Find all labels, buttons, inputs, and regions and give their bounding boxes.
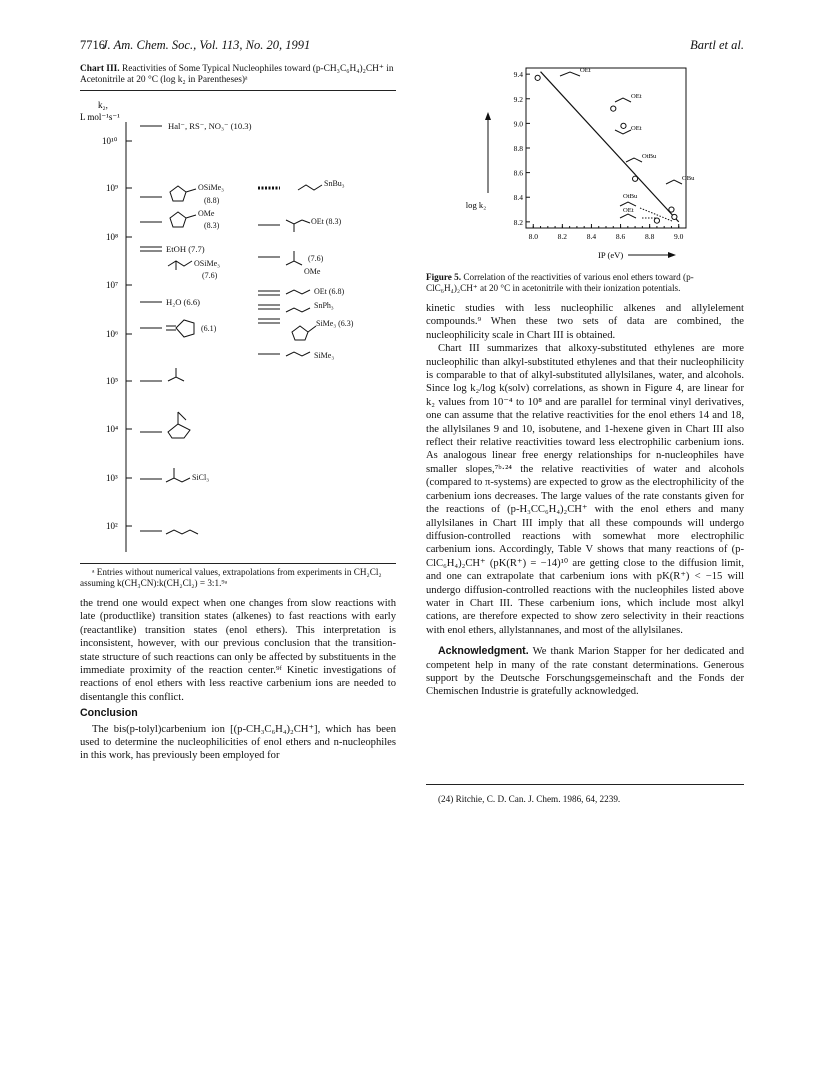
journal-citation: J. Am. Chem. Soc., Vol. 113, No. 20, 1991 xyxy=(102,38,311,52)
x-tick-label: 8.0 xyxy=(528,232,538,241)
y-tick-label: 9.4 xyxy=(513,70,523,80)
fit-line-group xyxy=(541,72,679,222)
entry-snbu3: SnBu₃ xyxy=(324,179,345,188)
y-axis-label: log k₂ xyxy=(465,200,487,210)
point-label: OEt xyxy=(623,207,634,214)
data-point xyxy=(621,123,626,128)
structure-icon xyxy=(620,214,636,218)
enol-ether-skeleton xyxy=(286,261,302,265)
y-axis-arrowhead xyxy=(485,112,491,120)
x-tick-label: 8.6 xyxy=(615,232,626,241)
tick-label: 10⁸ xyxy=(106,232,119,242)
entry-value: (8.8) xyxy=(204,196,220,205)
tick-label: 10⁹ xyxy=(106,183,119,193)
point-label: OBu xyxy=(682,175,695,182)
enol-ether-skeleton xyxy=(286,220,302,224)
axis-label-k2: k₂, xyxy=(98,100,108,110)
entry-halides: Hal⁻, RS⁻, NO₃⁻ (10.3) xyxy=(168,121,252,131)
point-label: OEt xyxy=(631,125,642,132)
cyclopentenyl-ring xyxy=(292,326,308,340)
y-tick-label: 8.4 xyxy=(513,193,523,203)
figure5-label: Figure 5. xyxy=(426,272,462,282)
fit-line xyxy=(541,72,679,222)
entry-ome: OMe xyxy=(198,209,215,218)
chart3-top-rule xyxy=(80,90,396,91)
vinyl-ether-skeleton xyxy=(286,290,310,294)
chart3-caption-text: Reactivities of Some Typical Nucleophiles toward (p-CH₃C₆H₄)₂CH⁺ in Acetonitrile at 20 °C (log k₂ in Parentheses)ᵃ xyxy=(80,64,394,85)
right-column xyxy=(426,302,744,699)
structure-icon xyxy=(560,72,580,76)
data-point xyxy=(535,75,540,80)
y-tick-label: 9.0 xyxy=(513,119,523,129)
tick-label: 10¹⁰ xyxy=(102,136,118,146)
entry-oet: OEt (8.3) xyxy=(311,217,342,226)
point-label: OtBu xyxy=(623,193,638,200)
entry-value: (7.6) xyxy=(308,254,324,263)
entry-sime3: SiMe₃ xyxy=(314,351,335,360)
entry-value: (6.1) xyxy=(201,324,217,333)
entry-sime3: SiMe₃ (6.3) xyxy=(316,319,354,328)
axis-ticks xyxy=(514,70,684,241)
cyclopentene-ring xyxy=(170,186,186,201)
structure-icon xyxy=(615,130,631,134)
entry-oet: OEt (6.8) xyxy=(314,287,345,296)
point-label: OEt xyxy=(580,67,591,74)
left-column xyxy=(80,597,396,763)
tick-label: 10⁵ xyxy=(106,376,119,386)
entry-snph3: SnPh₃ xyxy=(314,301,334,310)
hexene-skeleton xyxy=(166,530,198,534)
point-label: OEt xyxy=(631,93,642,100)
data-point xyxy=(669,207,674,212)
axis-ticks xyxy=(102,136,132,531)
paragraph: kinetic studies with less nucleophilic alkenes and allylelement compounds.⁹ When these two sets of data are combined, the nucleophilicity scale in Chart III is obtained. xyxy=(426,303,744,341)
entry-etoh: EtOH (7.7) xyxy=(166,244,205,254)
point-label: OtBu xyxy=(642,153,657,160)
cyclopentene-ring xyxy=(170,212,186,227)
entry-value: (8.3) xyxy=(204,221,220,230)
y-tick-label: 9.2 xyxy=(513,94,523,104)
entry-ome: OMe xyxy=(304,267,321,276)
isobutenyl-skeleton xyxy=(168,261,192,266)
figure5-caption-text: Correlation of the reactivities of various enol ethers toward (p-ClC₆H₄)₂CH⁺ at 20 °C in acetonitrile with their ionization potentials. xyxy=(426,272,694,293)
structure-icon xyxy=(626,158,642,162)
entry-osime3: OSiMe₃ xyxy=(198,183,224,192)
entry-osime3: OSiMe₃ xyxy=(194,259,220,268)
allylstannane-skeleton xyxy=(286,308,310,312)
tick-label: 10⁶ xyxy=(106,329,119,339)
figure5-caption xyxy=(426,272,744,294)
methylenecyclopentane-ring xyxy=(176,320,194,337)
reference-24: (24) Ritchie, C. D. Can. J. Chem. 1986, 64, 2239. xyxy=(438,794,621,804)
tick-label: 10⁴ xyxy=(106,424,119,434)
allyl-skeleton xyxy=(166,478,190,482)
acknowledgment-heading: Acknowledgment. xyxy=(438,645,529,658)
data-point xyxy=(654,218,659,223)
tick-label: 10² xyxy=(106,521,118,531)
section-heading-conclusion: Conclusion xyxy=(80,707,138,720)
chart3-footnote: ᵃ Entries without numerical values, extrapolations from experiments in CH₂Cl₂ assuming k(CH₃CN):k(CH₂Cl₂) = 3:1.⁹ᵃ xyxy=(80,567,382,588)
structure-icon xyxy=(620,202,636,206)
x-axis-arrowhead xyxy=(668,252,676,258)
chart3-bottom-rule xyxy=(80,563,396,564)
x-tick-label: 9.0 xyxy=(674,232,684,241)
x-axis-label: IP (eV) xyxy=(598,250,624,260)
x-tick-label: 8.8 xyxy=(644,232,655,241)
data-point xyxy=(611,106,616,111)
structure-icon xyxy=(615,98,631,102)
y-tick-label: 8.6 xyxy=(513,168,523,178)
paragraph: The bis(p-tolyl)carbenium ion [(p-CH₃C₆H₄)₂CH⁺], which has been used to determine the nucleophilicities of enol ethers and n-nucleophiles in this work, has previously been employed for xyxy=(80,723,396,762)
y-tick-label: 8.8 xyxy=(513,144,523,153)
tick-label: 10³ xyxy=(106,473,118,483)
tick-label: 10⁷ xyxy=(106,280,119,290)
y-tick-label: 8.2 xyxy=(513,217,523,227)
axis-units: L mol⁻¹s⁻¹ xyxy=(80,112,120,122)
paragraph: the trend one would expect when one changes from slow reactions with late (productlike) transition states (alkenes) to fast reactions with early (reactantlike) transition states (enol ethers). This interpretation is inconsistent, however, with our previous conclusion that the transition-state structure of such reactions can only be affected by substituents in the immediate proximity of the reaction center.⁹ᶠ Kinetic investigations of reactions of enol ethers with less reactive carbenium ions are needed to disentangle this conflict. xyxy=(80,598,396,703)
structure-icon xyxy=(666,180,682,184)
chart3-label: Chart III. xyxy=(80,64,120,74)
point-label-group xyxy=(580,67,695,214)
entry-water: H₂O (6.6) xyxy=(166,297,201,307)
data-point xyxy=(672,214,677,219)
entry-sicl3: SiCl₃ xyxy=(192,473,210,482)
acknowledgment-paragraph xyxy=(426,645,744,699)
page-number: 7716 xyxy=(80,38,105,52)
isobutene-skeleton xyxy=(168,377,184,381)
point-structures xyxy=(560,72,682,221)
chart3-diagram xyxy=(80,94,400,564)
paragraph: Chart III summarizes that alkoxy-substituted ethylenes are more nucleophilic than alkyl-substituted ethylenes and that their nucleophilicity is comparable to that of alkyl-substituted allylsilanes, water, and alcohols. Since log k₂/log k(solv) correlations, as shown in Figure 4, are linear for k₂ values from 10⁻⁴ to 10⁸ and are parallel for terminal vinyl derivatives, one can assume that the relative reactivities for the enol ethers 14 and 18, the allylsilanes 9 and 10, isobutene, and 1-hexene given in Chart III also reflect their relative reactivities toward less electrophilic carbenium ions. As analogous linear free energy relationships for n-nucleophiles have smaller slopes,⁷ᵇ·²⁴ the relative reactivities of water and alcohols (compared to π-systems) are expected to grow as the electrophilicity of the carbenium ions decreases. The large values of the rate constants given for the reactions of (p-H₃CC₆H₄)₂CH⁺ with the enol ethers and many allylsilanes in Chart III imply that all these compounds will undergo diffusion-controlled reactions with somewhat more electrophilic carbenium ions. Accordingly, Table V shows that many reactions of (p-ClC₆H₄)₂CH⁺ (pK(R⁺) = −14)¹⁰ are getting close to the diffusion limit, and one can extrapolate that carbenium ions with pK(R⁺) < −15 will undergo diffusion-controlled reactions with the nucleophiles listed above water in Chart III. These carbenium ions, which include most alkyl cations, are therefore expected to show zero selectivity in their reactions with enol ethers, allylstannanes, and most of the allylsilanes. xyxy=(426,343,744,636)
x-tick-label: 8.4 xyxy=(586,232,597,241)
references-rule xyxy=(426,784,744,785)
norbornene-skeleton xyxy=(168,424,190,438)
acknowledgment-text: We thank Marion Stapper for her dedicated and competent help in many of the rate constant determinations. Generous support by the Deutsche Forschungsgemeinschaft and the Fonds der Chemischen Industrie is gratefully acknowledged. xyxy=(426,646,744,698)
allylsilane-skeleton xyxy=(286,352,310,356)
data-point xyxy=(632,176,637,181)
x-tick-label: 8.2 xyxy=(557,232,568,241)
chart3-structures xyxy=(140,121,354,534)
entry-value: (7.6) xyxy=(202,271,218,280)
data-points xyxy=(535,75,677,223)
author-line: Bartl et al. xyxy=(690,38,744,52)
figure5-chart xyxy=(420,58,740,288)
chart3-caption xyxy=(80,64,395,86)
allylstannane-skeleton xyxy=(298,185,322,190)
